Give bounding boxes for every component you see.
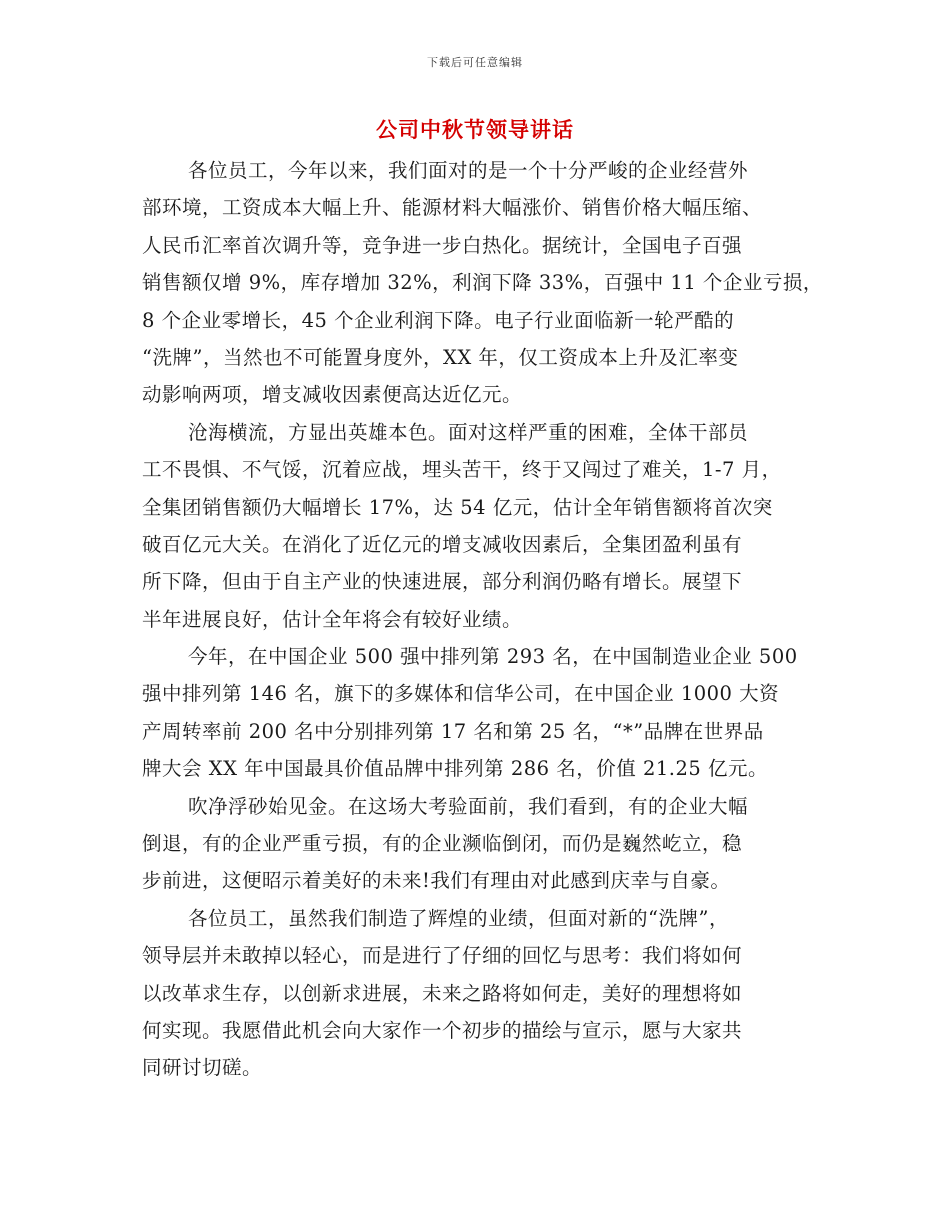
text-line: 各位员工，今年以来，我们面对的是一个十分严峻的企业经营外 (188, 159, 749, 182)
paragraph-1 (142, 152, 823, 414)
paragraph-4 (142, 788, 802, 900)
text-line: 以改革求生存，以创新求进展，未来之路将如何走，美好的理想将如 (142, 981, 743, 1005)
text-line: 销售额仅增 9%，库存增加 32%，利润下降 33%，百强中 11 个企业亏损， (142, 271, 823, 295)
text-line: 今年，在中国企业 500 强中排列第 293 名，在中国制造业企业 500 (188, 645, 798, 669)
text-line: 沧海横流，方显出英雄本色。面对这样严重的困难，全体干部员 (188, 420, 749, 444)
text-line: 半年进展良好，估计全年将会有较好业绩。 (142, 607, 523, 631)
text-line: “洗牌”，当然也不可能置身度外，XX 年，仅工资成本上升及汇率变 (142, 345, 739, 369)
text-line: 部环境，工资成本大幅上升、能源材料大幅涨价、销售价格大幅压缩、 (142, 196, 763, 220)
text-line: 吹净浮砂始见金。在这场大考验面前，我们看到，有的企业大幅 (188, 794, 749, 818)
paragraph-2 (142, 414, 802, 638)
text-line: 人民币汇率首次调升等，竞争进一步白热化。据统计，全国电子百强 (142, 233, 743, 257)
text-line: 各位员工，虽然我们制造了辉煌的业绩，但面对新的“洗牌”， (188, 906, 729, 930)
text-line: 领导层并未敢掉以轻心，而是进行了仔细的回忆与思考：我们将如何 (142, 944, 743, 968)
text-line: 破百亿元大关。在消化了近亿元的增支减收因素后，全集团盈利虽有 (142, 532, 743, 556)
header-note: 下载后可任意编辑 (427, 56, 523, 69)
text-line: 所下降，但由于自主产业的快速进展，部分利润仍略有增长。展望下 (142, 570, 743, 594)
text-line: 全集团销售额仍大幅增长 17%，达 54 亿元，估计全年销售额将首次突 (142, 495, 773, 519)
paragraph-5 (142, 900, 802, 1087)
text-line: 强中排列第 146 名，旗下的多媒体和信华公司，在中国企业 1000 大资 (142, 682, 780, 706)
text-line: 同研讨切磋。 (142, 1056, 263, 1080)
page-title: 公司中秋节领导讲话 (376, 117, 574, 142)
text-line: 步前进，这便昭示着美好的未来!我们有理由对此感到庆幸与自豪。 (142, 869, 731, 893)
paragraph-3 (142, 638, 802, 788)
document-body (142, 152, 823, 1087)
text-line: 倒退，有的企业严重亏损，有的企业濒临倒闭，而仍是巍然屹立，稳 (142, 832, 743, 856)
text-line: 何实现。我愿借此机会向大家作一个初步的描绘与宣示，愿与大家共 (142, 1018, 743, 1042)
text-line: 牌大会 XX 年中国最具价值品牌中排列第 286 名，价值 21.25 亿元。 (142, 757, 768, 781)
text-line: 动影响两项，增支减收因素便高达近亿元。 (142, 383, 523, 407)
text-line: 8 个企业零增长，45 个企业利润下降。电子行业面临新一轮严酷的 (142, 308, 735, 332)
text-line: 工不畏惧、不气馁，沉着应战，埋头苦干，终于又闯过了难关，1-7 月， (142, 458, 782, 482)
text-line: 产周转率前 200 名中分别排列第 17 名和第 25 名，“*”品牌在世界品 (142, 719, 764, 743)
